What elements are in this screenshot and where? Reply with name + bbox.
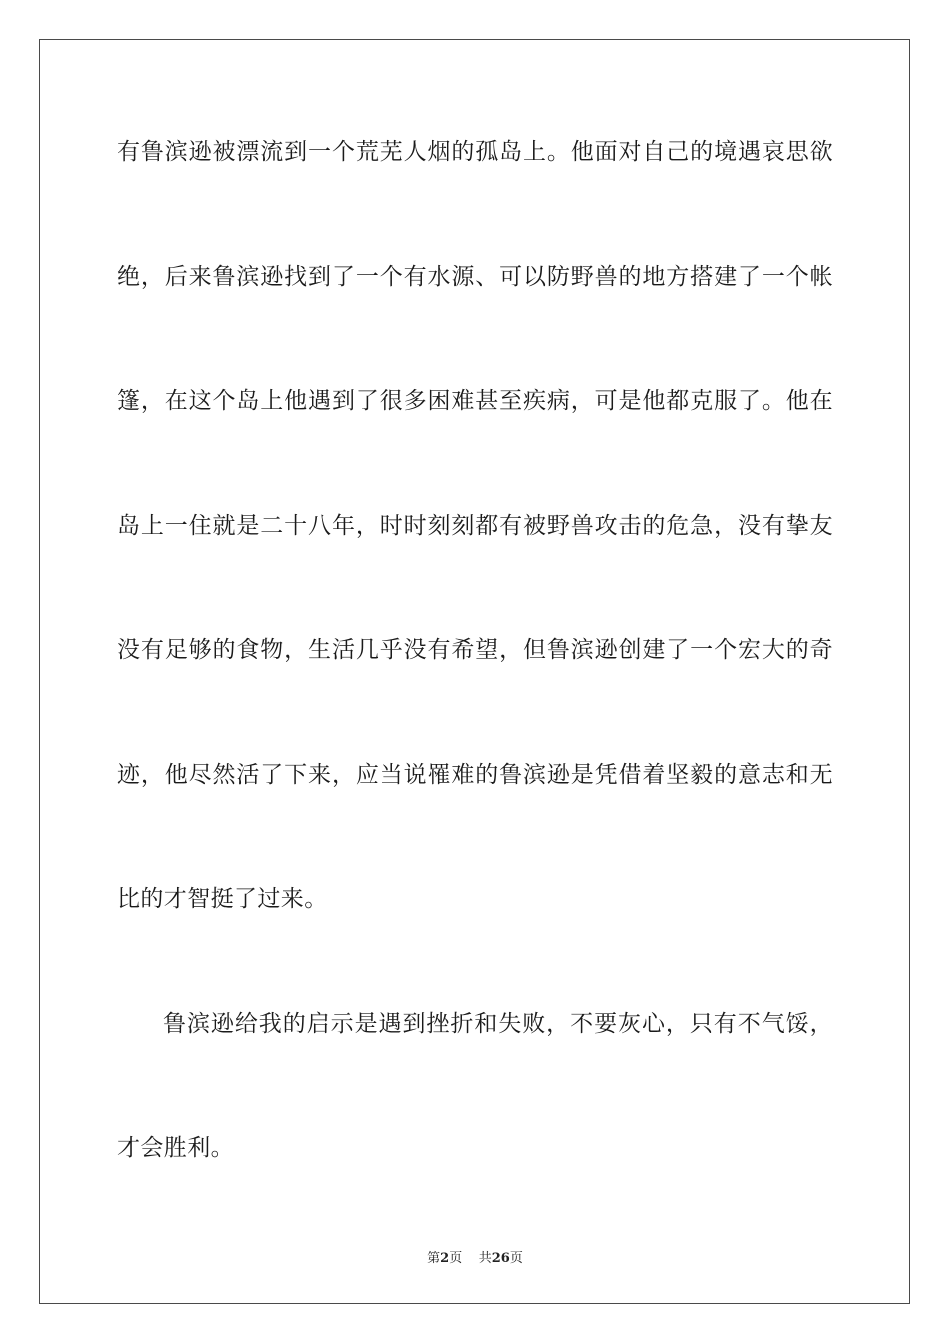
total-suffix: 页 [509, 1251, 523, 1266]
paragraph-1-line-1: 有鲁滨逊被漂流到一个荒芜人烟的孤岛上。他面对自己的境遇哀思欲 [117, 139, 833, 165]
page-footer [0, 1247, 950, 1266]
paragraph-1-line-2: 绝，后来鲁滨逊找到了一个有水源、可以防野兽的地方搭建了一个帐 [117, 263, 833, 290]
page-prefix: 第 [427, 1251, 441, 1266]
paragraph-2-line-1: 鲁滨逊给我的启示是遇到挫折和失败，不要灰心，只有不气馁， [163, 1010, 833, 1037]
page-suffix: 页 [449, 1251, 463, 1266]
total-prefix: 共 [478, 1251, 492, 1266]
document-body [117, 126, 833, 1247]
paragraph-1-line-3: 篷，在这个岛上他遇到了很多困难甚至疾病，可是他都克服了。他在 [117, 388, 833, 414]
total-pages: 26 [491, 1251, 510, 1266]
paragraph-2-line-2: 才会胜利。 [117, 1135, 234, 1161]
paragraph-1-line-4: 岛上一住就是二十八年，时时刻刻都有被野兽攻击的危急，没有挚友 [117, 512, 833, 539]
paragraph-1-line-6: 迹，他尽然活了下来，应当说罹难的鲁滨逊是凭借着坚毅的意志和无 [117, 761, 833, 788]
paragraph-1-line-5: 没有足够的食物，生活几乎没有希望，但鲁滨逊创建了一个宏大的奇 [117, 637, 833, 663]
paragraph-1-line-7: 比的才智挺了过来。 [117, 886, 328, 912]
page-number: 2 [440, 1251, 450, 1266]
